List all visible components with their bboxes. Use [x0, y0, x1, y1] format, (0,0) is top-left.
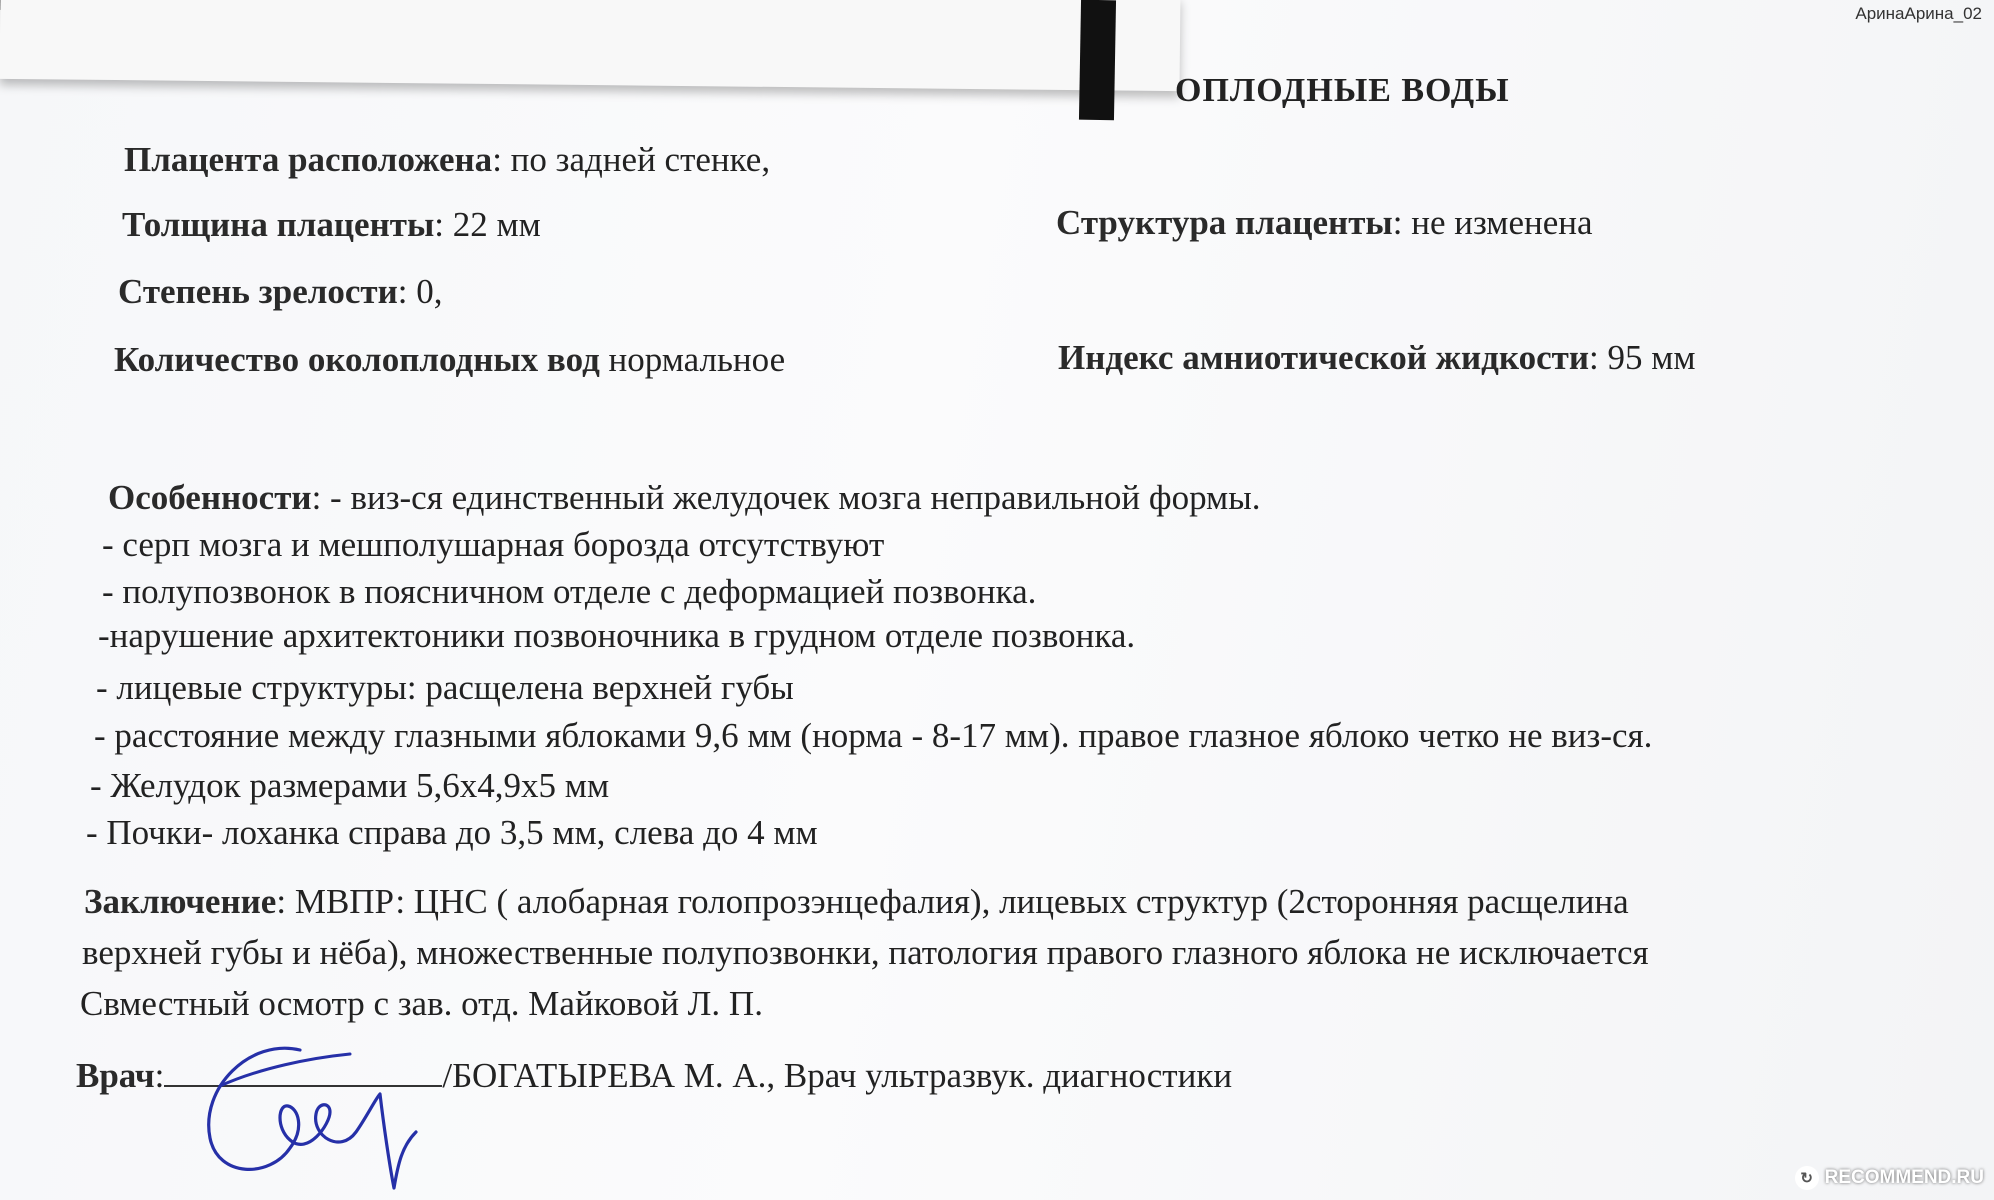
overlapping-sheet [0, 0, 1180, 91]
feature-item: - Почки- лоханка справа до 3,5 мм, слева до 4 мм [86, 813, 818, 852]
feature-item: - полупозвонок в поясничном отделе с деформацией позвонка. [102, 572, 1037, 611]
amniotic-fluid-index-label: Индекс амниотической жидкости [1058, 338, 1589, 377]
conclusion-text-1: : МВПР: ЦНС ( алобарная голопрозэнцефалия), лицевых структур (2сторонняя расщелина [276, 882, 1629, 921]
doctor-name: /БОГАТЫРЕВА М. А., Врач ультразвук. диагностики [442, 1056, 1233, 1095]
amniotic-fluid-index [1058, 338, 1696, 378]
feature-item: - серп мозга и мешполушарная борозда отсутствуют [102, 525, 885, 564]
placenta-structure [1056, 203, 1593, 243]
features-first-value: : - виз-ся единственный желудочек мозга неправильной формы. [311, 478, 1261, 517]
placenta-location-label: Плацента расположена [124, 140, 493, 179]
conclusion-line-3: Свместный осмотр с зав. отд. Майковой Л. П. [80, 984, 763, 1023]
features-first-line [108, 478, 1260, 518]
amniotic-fluid-amount-label: Количество околоплодных вод [114, 340, 600, 379]
conclusion-label: Заключение [84, 882, 277, 921]
feature-item: -нарушение архитектоники позвоночника в грудном отделе позвонка. [98, 616, 1136, 655]
placenta-thickness-value: : 22 мм [434, 205, 541, 244]
maturity-degree [118, 272, 443, 312]
features-label: Особенности [108, 478, 312, 517]
handwritten-signature [180, 1028, 440, 1198]
feature-item: - расстояние между глазными яблоками 9,6 мм (норма - 8-17 мм). правое глазное яблоко четко не виз-ся. [94, 716, 1653, 755]
conclusion-line-1 [84, 882, 1629, 922]
feature-item: - лицевые структуры: расщелена верхней губы [96, 668, 794, 707]
maturity-degree-value: : 0, [397, 272, 443, 311]
doctor-label: Врач [76, 1056, 155, 1095]
recommend-logo-icon: ↻ [1795, 1166, 1819, 1190]
recommend-text: RECOMMEND.RU [1824, 1167, 1984, 1188]
placenta-location [124, 140, 770, 180]
amniotic-fluid-amount-value: нормальное [599, 340, 786, 379]
amniotic-fluid-index-value: : 95 мм [1588, 338, 1696, 377]
placenta-thickness [122, 205, 541, 245]
feature-item: - Желудок размерами 5,6х4,9х5 мм [90, 766, 610, 805]
section-title: ОПЛОДНЫЕ ВОДЫ [1175, 72, 1510, 109]
placenta-location-value: : по задней стенке, [492, 140, 771, 179]
user-watermark: АринаАрина_02 [1855, 4, 1982, 23]
doctor-colon: : [154, 1056, 165, 1095]
photo-strip-edge [1079, 0, 1116, 120]
placenta-structure-value: : не изменена [1392, 203, 1593, 242]
placenta-thickness-label: Толщина плаценты [122, 205, 435, 244]
conclusion-line-2: верхней губы и нёба), множественные полупозвонки, патология правого глазного яблока не исключается [82, 933, 1649, 972]
recommend-watermark [1795, 1166, 1984, 1190]
amniotic-fluid-amount [114, 340, 785, 380]
placenta-structure-label: Структура плаценты [1056, 203, 1393, 242]
maturity-degree-label: Степень зрелости [118, 272, 398, 311]
